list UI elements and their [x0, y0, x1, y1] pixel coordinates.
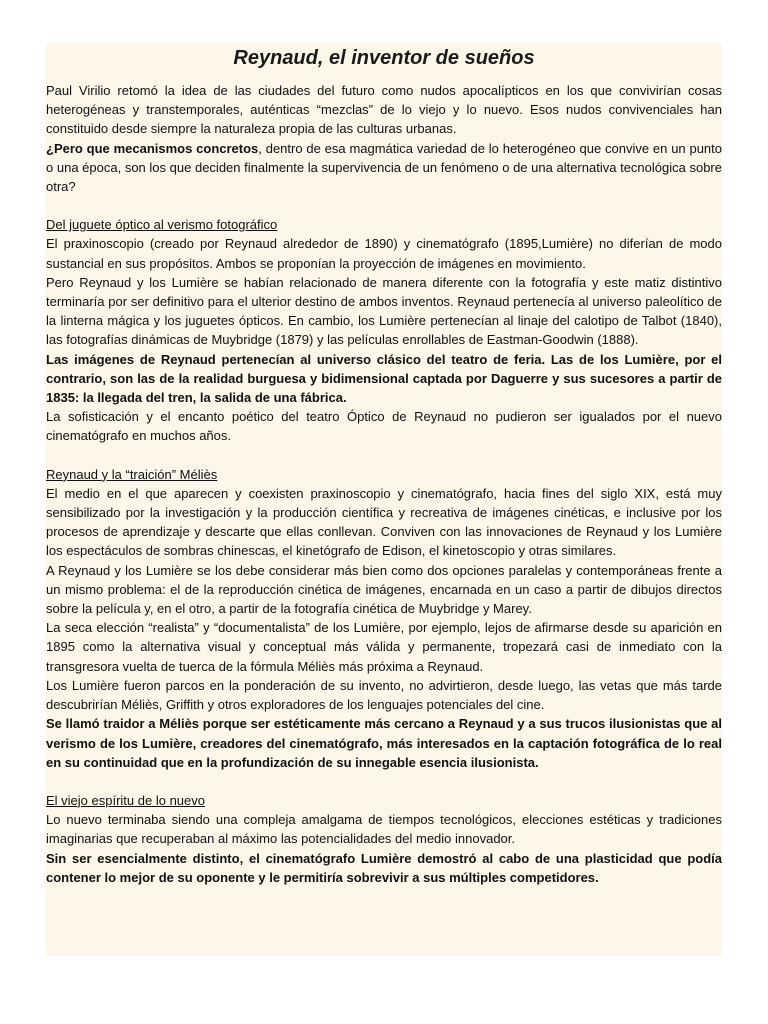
section2-paragraph-5-bold: Se llamó traidor a Méliès porque ser estéticamente más cercano a Reynaud y a sus trucos ilusionistas que al verismo de los Lumière, creadores del cinematógrafo, más interesados en la captación fotográfica de lo real en su continuidad que en la profundización de su innegable esencia ilusionista. — [46, 716, 722, 770]
section-heading-viejo-espiritu: El viejo espíritu de lo nuevo — [46, 792, 205, 808]
section3-paragraph-2-bold: Sin ser esencialmente distinto, el cinematógrafo Lumière demostró al cabo de una plasticidad que podía contener lo mejor de su oponente y le permitiría sobrevivir a sus múltiples competidores. — [46, 850, 722, 885]
section-heading-juguete-optico: Del juguete óptico al verismo fotográfico — [46, 217, 278, 233]
section1-paragraph-4: La sofisticación y el encanto poético del teatro Óptico de Reynaud no pudieron ser igualados por el nuevo cinematógrafo en muchos años. — [46, 409, 722, 444]
section2-paragraph-4: Los Lumière fueron parcos en la ponderación de su invento, no advirtieron, desde luego, las vetas que más tarde descubrirían Méliès, Griffith y otros exploradores de los lenguajes potenciales del cine. — [46, 677, 722, 713]
section2-paragraph-1: El medio en el que aparecen y coexisten praxinoscopio y cinematógrafo, hacia fines del siglo XIX, está muy sensibilizado por la investigación y la producción científica y recreativa de imágenes cinéticas, e inclusive por los procesos de aprendizaje y descarte que ellas conllevan. Conviven con las innovaciones de Reynaud y los Lumière los espectáculos de sombras chinescas, el kinetógrafo de Edison, el kinetoscopio y otras similares. — [46, 485, 722, 559]
intro-paragraph-1: Paul Virilio retomó la idea de las ciudades del futuro como nudos apocalípticos en los que convivirían cosas heterogéneas y transtemporales, auténticas “mezclas” de lo viejo y lo nuevo. Esos nudos convivenciales han constituido desde siempre la naturaleza propia de las culturas urbanas. — [46, 83, 722, 137]
intro-question-bold: ¿Pero que mecanismos concretos — [46, 140, 259, 156]
section1-paragraph-1: El praxinoscopio (creado por Reynaud alrededor de 1890) y cinematógrafo (1895,Lumière) no diferían de modo sustancial en sus propósitos. Ambos se proponían la proyección de imágenes en movimiento. — [46, 236, 722, 271]
section3-paragraph-1: Lo nuevo terminaba siendo una compleja amalgama de tiempos tecnológicos, elecciones estéticas y tradiciones imaginarias que recuperaban al máximo las potencialidades del medio innovador. — [46, 812, 722, 847]
section1-paragraph-3-bold: Las imágenes de Reynaud pertenecían al universo clásico del teatro de feria. Las de los Lumière, por el contrario, son las de la realidad burguesa y bidimensional captada por Daguerre y sus sucesores a partir de 1835: la llegada del tren, la salida de una fábrica. — [46, 351, 722, 406]
section-heading-traicion-melies: Reynaud y la “traición” Méliès — [46, 466, 218, 482]
document-body — [46, 81, 722, 887]
section2-paragraph-2: A Reynaud y los Lumière se los debe considerar más bien como dos opciones paralelas y contemporáneas frente a un mismo problema: el de la reproducción cinética de imágenes, encarnada en un caso a partir de dibujos directos sobre la película y, en el otro, a partir de la fotografía cinética de Muybridge y Marey. — [46, 562, 722, 617]
intro-paragraph-2 — [46, 139, 722, 197]
section1-paragraph-2: Pero Reynaud y los Lumière se habían relacionado de manera diferente con la fotografía y este matiz distintivo terminaría por ser definitivo para el ulterior destino de ambos inventos. Reynaud pertenecía al universo paleolítico de la linterna mágica y los juguetes ópticos. En cambio, los Lumière pertenecían al linaje del calotipo de Talbot (1840), las fotografías dinámicas de Muybridge (1879) y las películas enrollables de Eastman-Goodwin (1888). — [46, 274, 722, 348]
section2-paragraph-3: La seca elección “realista” y “documentalista” de los Lumière, por ejemplo, lejos de afirmarse desde su aparición en 1895 como la alternativa visual y conceptual más válida y permanente, tropezará casi de inmediato con la transgresora vuelta de tuerca de la fórmula Méliès más próxima a Reynaud. — [46, 620, 722, 674]
intro-question-rest: , dentro de esa magmática variedad de lo heterogéneo que convive en un punto o una época, son los que deciden finalmente la supervivencia de un fenómeno o de una alternativa tecnológica sobre otra? — [46, 140, 722, 195]
document-title: Reynaud, el inventor de sueños — [233, 47, 535, 69]
document-page — [46, 43, 722, 956]
